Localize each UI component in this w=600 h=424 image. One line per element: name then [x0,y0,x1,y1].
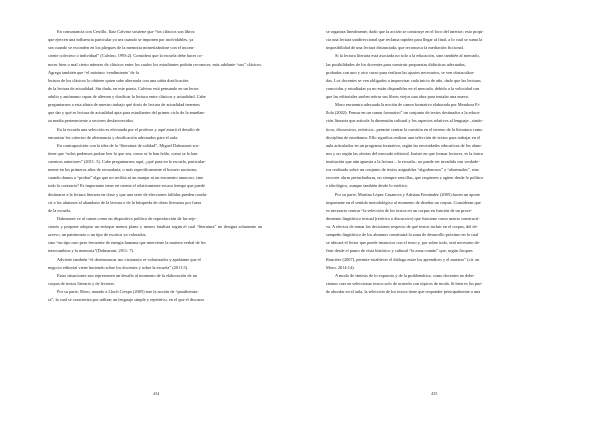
paragraph: se organiza linealmente, dado que la acción se construye en el foco del interior; esto propi- cia una lectura unidireccional que reclama rapidez para llegar al final, a lo cual se suma la imposibilidad de una lectura distanciada, que reconozca la mediación ficcional. [326,29,484,51]
paragraph: Por su parte, Moro, anuado a Lluch Crespo (2005) trae la noción de “paraliteratu- ra”, la cual se caracteriza por utilizar un lenguaje simple y repetitivo, en el que el discurso [48,289,205,303]
paragraph: Por su parte, Martina López Casanova y Adriana Fernández (2005) hacen un aporte importante en el sentido metodológico al momento de diseñar un corpus. Consideran que es necesario centrar “la selección de los textos en un corpus en función de un proce- dimiento lingüístico textual (retórico o discursivo) que funcione como matriz constructi- va. A efectos de tomar las decisiones respecto de qué textos incluir en el corpus, del de- sempeño lingüístico de los alumnos constituirá la zona de desarrollo próximo en la cual se ubicará el lector que puede instructor con el texto y, por sobre todo, será necesario de- finir desde el punto de vista histórico y cultural “la zona común” que, según Jacques Rancière (2007), permite establecer el diálogo entre los aprendices y el maestro” (cit. en Moro, 2014:14). [326,191,481,270]
page-number: 435 [431,391,438,396]
paragraph: Advierte también “el desenmascar mo visionario re-colonizador y apabiante que el negocio editorial viene haciendo sobre los docentes y sobre la escuela” (2011:5). [48,256,201,270]
paragraph: En contraposición con la idea de la “literatura de calidad”, Miguel Dalmaroni sos- tiene que “solos podemos probar leer lo que sea, como se lo han leído, como se lo han cuentros anteriores” (2011: 5). Cabe preguntarnos aquí, ¿qué pasa en la escuela, particular- mente en los primeros años de secundaria, o más específicamente el horario nocturno, cuando damos a “probar” algo que no recibía ni un manjar ni un encuentro amoroso, sino todo lo contrario? Es importante tener en cuenta el relativamente escaso tiempo que puede destinarse a la lectura literaria en clase y que una serie de elecciones fallidas pueden condu- cir a los alumnos al abandono de la lectura o de la búsqueda de obras literarias por fuera de la escuela. [48,142,208,213]
page-number: 434 [153,391,160,396]
paragraph: En la escuela una selección es efectuada por el profesor y aquí estará el desafío de encontrar los criterios de alternancia y dosificación adecuados para el aula. [48,126,200,140]
paragraph: Si la lectura literaria está asociada no solo a la educación, sino también al mercado, las posibilidades de los docentes para construir propuestas didácticas adecuadas, probadas con uno y otro curso para realizar las ajustes necesarios, se ven obstaculiza- das. Los docentes se ven obligados a improvisar cada inicio de año, dado que las lecturas conocidas y estudiadas ya no están disponibles en el mercado, debido a la velocidad con que las editoriales suelen retirar sus libros viejos una obra para instalar una nueva. [326,53,481,99]
paragraph: En consonancia con Cerrillo, Ilaiz Calvino sostiene que “los clásicos son libros que ejercen una influencia particular ya sea cuando se imponen por inolvidables, ya sea cuando se esconden en los pliegues de la memoria mimetizándose con el incons- ciente colectivo o individual” (Calvino, 1993:2). Considera que la escuela debe hacer co- nocer bien o mal cierto número de clásicos entre los cuales los estudiantes podrán reconocer, más adelante “sus” clásicos. Agrega también que “el máximo ‘rendimiento’ de la lectura de los clásicos lo obtiene quien sabe alternarla con una sabia dosificación de la lectura de actualidad. Sin duda, en este punto, Calvino está pensando en un lector adulto y autónomo capaz de alternar y dosificar la lectura entre clásicos y actualidad. Cabe preguntarnos a esta altura de nuestro trabajo qué dosis de lectura de actualidad tenemos que dar y qué es lectura de actualidad apta para estudiantes del primer ciclo de la enseñan- za media perteneciente a sectores desfavorecidos. [48,29,262,124]
right-text-column [326,28,552,296]
left-text-column [48,28,262,304]
paragraph: A modo de síntesis de lo expuesto y de la problemática, como docentes no debe- ríamos caer en seleccionar textos solo de acuerdo con tópicos de moda. Si bien es los pue- de abordar en el aula, la selección de los textos tiene que responder principalmente a una [326,272,483,294]
paragraph: Moro encuentra adecuada la noción de canon formativo elaborada por Mendoza Fi- llola (2002): Pensar en un canon formativo” un conjunto de textos destinados a la educa- ción literaria que articule la dimensión cultural y los aspectos relativos al lenguaje –sintác- ticos, discursivos, retóricos– permite centrar la cuestión en el terreno de la literatura como disciplina de enseñanza. Ello significa realizar una selección de textos para trabajar en el aula articulados en un programa formativo, según las necesidades educativas de los alum- nos y no según las ofertas del mercado editorial. Insiste en que formar lectores, es la única institución que aún apuesta a la lectura – la escuela– no puede ser invadida con verdade- ros realizado sobre un conjunto de textos asignables “algodonosos” y “abuenados”, sino recorrer obras perturbadoras, no siempre sencillas, que requieren y agiten desde lo político e ideológico, aunque también desde lo estético. [326,102,484,189]
paragraph: Estas situaciones nos representen un desafío al momento de la elaboración de un corpus de textos literario y de lectores. [48,272,197,286]
right-page [300,0,600,424]
paragraph: Dalmaroni ve al canon como un dispositivo político de reproducción de las seje- ciones y propone adoptar un enfoque menos plano y menos fatalista según el cual “literatura” no designa solamente un acervo, un patrimonio o un tipo de escritos ya valorados, sino “un tipo raro pero frecuente de energía humana que interviene la materia verbal de los intercambios y la memoria”(Dalmaroni, 2011: 7). [48,215,262,254]
